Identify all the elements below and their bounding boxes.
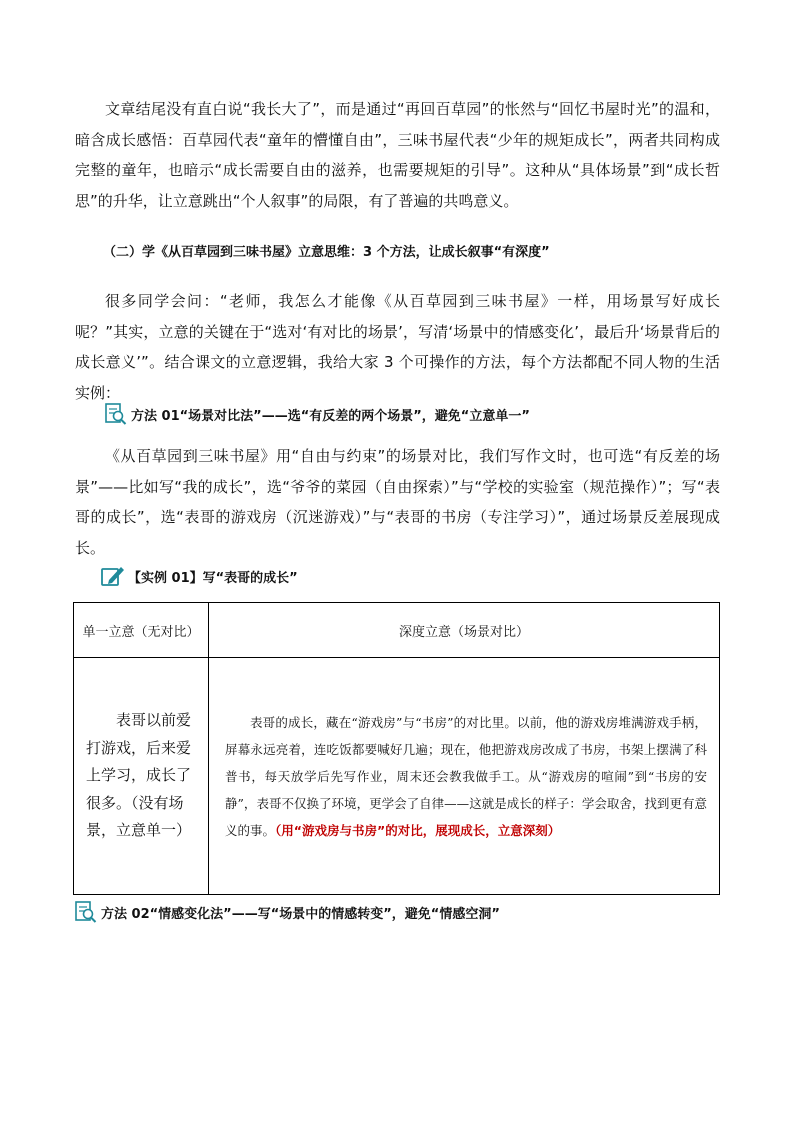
- method-01-heading: [105, 402, 530, 426]
- table-row: [74, 658, 720, 895]
- paragraph-intro: 很多同学会问：“老师，我怎么才能像《从百草园到三味书屋》一样，用场景写好成长呢？”其实，立意的关键在于“选对‘有对比的场景’，写清‘场景中的情感变化’，最后升‘场景背后的成长意义’”。结合课文的立意逻辑，我给大家 3 个可操作的方法，每个方法都配不同人物的生活实例：: [75, 292, 720, 402]
- example-01-heading: [100, 564, 298, 588]
- table-header-row: [74, 603, 720, 658]
- search-doc-icon: [105, 402, 127, 426]
- pen-note-icon: [100, 564, 126, 588]
- table-cell-single: 表哥以前爱打游戏，后来爱上学习，成长了很多。（没有场景，立意单一）: [74, 658, 209, 895]
- method-01-label: 方法 01“场景对比法”——选“有反差的两个场景”，避免“立意单一”: [131, 408, 530, 424]
- table-header-single: 单一立意（无对比）: [74, 603, 209, 658]
- section-heading: （二）学《从百草园到三味书屋》立意思维：3 个方法，让成长叙事“有深度”: [103, 245, 550, 260]
- comparison-table: [73, 602, 720, 895]
- table-header-deep: 深度立意（场景对比）: [209, 603, 720, 658]
- method-02-label: 方法 02“情感变化法”——写“场景中的情感转变”，避免“情感空洞”: [101, 906, 500, 922]
- table-cell-deep: [209, 658, 720, 895]
- deep-example-text: 表哥的成长，藏在“游戏房”与“书房”的对比里。以前，他的游戏房堆满游戏手柄，屏幕永远亮着，连吃饭都要喊好几遍；现在，他把游戏房改成了书房，书架上摆满了科普书，每天放学后先写作业，周末还会教我做手工。从“游戏房的喧闹”到“书房的安静”，表哥不仅换了环境，更学会了自律——这就是成长的样子：学会取舍，找到更有意义的事。: [225, 714, 707, 838]
- search-doc-icon: [75, 900, 97, 924]
- example-01-label: 【实例 01】写“表哥的成长”: [128, 570, 298, 586]
- deep-example-note: （用“游戏房与书房”的对比，展现成长，立意深刻）: [275, 822, 561, 838]
- paragraph-method-01: 《从百草园到三味书屋》用“自由与约束”的场景对比，我们写作文时，也可选“有反差的场景”——比如写“我的成长”，选“爷爷的菜园（自由探索）”与“学校的实验室（规范操作）”；写“表哥的成长”，选“表哥的游戏房（沉迷游戏）”与“表哥的书房（专注学习）”，通过场景反差展现成长。: [75, 447, 720, 557]
- paragraph-conclusion: 文章结尾没有直白说“我长大了”，而是通过“再回百草园”的怅然与“回忆书屋时光”的温和，暗含成长感悟：百草园代表“童年的懵懂自由”，三味书屋代表“少年的规矩成长”，两者共同构成完整的童年，也暗示“成长需要自由的滋养，也需要规矩的引导”。这种从“具体场景”到“成长哲思”的升华，让立意跳出“个人叙事”的局限，有了普遍的共鸣意义。: [75, 100, 720, 210]
- method-02-heading: [75, 900, 500, 924]
